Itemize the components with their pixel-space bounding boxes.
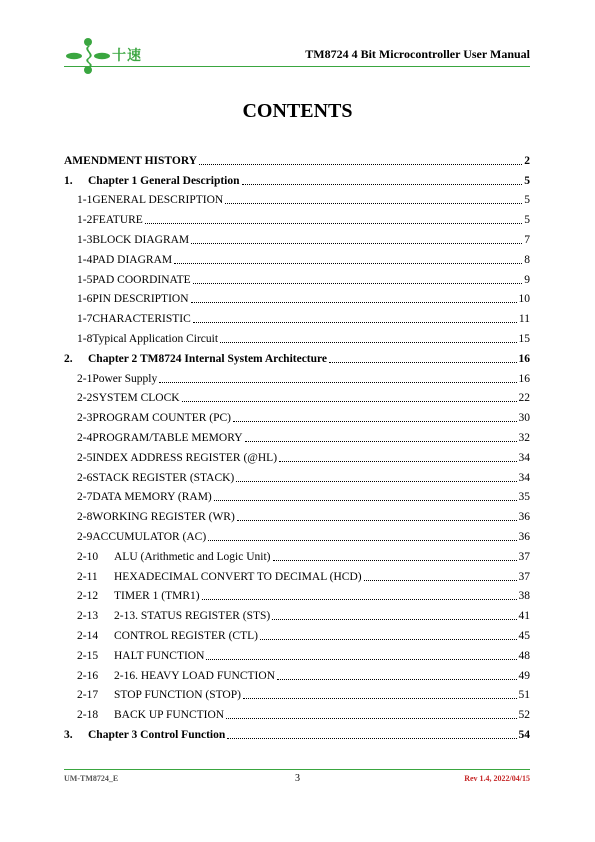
toc-entry-page: 30 <box>518 412 530 425</box>
toc-entry-heading <box>64 669 275 683</box>
toc-entry-title: GENERAL DESCRIPTION <box>92 194 224 207</box>
toc-entry-number: 2-4 <box>77 431 93 444</box>
toc-entry-page: 5 <box>524 214 530 227</box>
footer-divider <box>64 769 530 770</box>
toc-entry-heading <box>64 174 240 188</box>
toc-entry-page: 2 <box>524 154 530 167</box>
toc-entry[interactable] <box>64 445 530 465</box>
toc-entry-title: 2-16. HEAVY LOAD FUNCTION <box>114 669 275 682</box>
toc-entry-title: PROGRAM COUNTER (PC) <box>92 412 232 425</box>
toc-entry-page: 32 <box>518 431 530 444</box>
toc-entry[interactable] <box>64 148 530 168</box>
toc-entry[interactable] <box>64 603 530 623</box>
toc-entry-title: ALU (Arithmetic and Logic Unit) <box>114 550 271 563</box>
toc-leader-dots <box>202 598 517 600</box>
toc-entry[interactable] <box>64 524 530 544</box>
toc-entry-title: STACK REGISTER (STACK) <box>92 471 235 484</box>
toc-entry-page: 49 <box>518 669 530 682</box>
toc-entry-title: 2-13. STATUS REGISTER (STS) <box>114 610 271 623</box>
toc-entry-heading <box>64 431 243 445</box>
toc-entry-page: 5 <box>524 194 530 207</box>
toc-entry-page: 9 <box>524 273 530 286</box>
toc-entry[interactable] <box>64 306 530 326</box>
toc-entry-number: 2-10 <box>77 550 99 563</box>
toc-leader-dots <box>245 440 517 442</box>
toc-entry[interactable] <box>64 386 530 406</box>
toc-entry-page: 34 <box>518 451 530 464</box>
toc-leader-dots <box>260 638 517 640</box>
toc-entry-page: 37 <box>518 550 530 563</box>
toc-entry-page: 41 <box>518 610 530 623</box>
toc-entry-page: 51 <box>518 689 530 702</box>
toc-entry-title: PROGRAM/TABLE MEMORY <box>92 431 243 444</box>
toc-entry-title: FEATURE <box>92 214 143 227</box>
toc-entry-page: 11 <box>518 313 530 326</box>
toc-entry[interactable] <box>64 425 530 445</box>
toc-entry-number: 2-12 <box>77 590 99 603</box>
toc-entry-number: 2. <box>64 352 73 365</box>
toc-entry[interactable] <box>64 207 530 227</box>
toc-leader-dots <box>227 737 516 739</box>
toc-entry-heading <box>64 292 189 306</box>
toc-entry-number: 1-4 <box>77 253 93 266</box>
toc-leader-dots <box>145 222 522 224</box>
toc-entry-number: 2-8 <box>77 511 93 524</box>
toc-entry-heading <box>64 688 241 702</box>
toc-entry-page: 10 <box>518 293 530 306</box>
toc-leader-dots <box>225 202 522 204</box>
toc-entry-title: BLOCK DIAGRAM <box>92 233 190 246</box>
toc-entry-title: BACK UP FUNCTION <box>114 709 225 722</box>
toc-leader-dots <box>233 420 516 422</box>
toc-entry-heading <box>64 273 191 287</box>
toc-leader-dots <box>159 381 516 383</box>
toc-entry[interactable] <box>64 465 530 485</box>
toc-leader-dots <box>277 678 517 680</box>
toc-entry[interactable] <box>64 168 530 188</box>
toc-entry-heading <box>64 372 157 386</box>
toc-entry-heading <box>64 649 204 663</box>
toc-entry-page: 15 <box>518 332 530 345</box>
toc-entry[interactable] <box>64 643 530 663</box>
toc-entry-heading <box>64 154 197 168</box>
toc-entry-page: 36 <box>518 530 530 543</box>
toc-leader-dots <box>193 321 517 323</box>
toc-entry-number: 2-3 <box>77 412 93 425</box>
toc-entry-heading <box>64 352 327 366</box>
toc-entry[interactable] <box>64 702 530 722</box>
toc-entry-page: 5 <box>524 174 530 187</box>
toc-entry[interactable] <box>64 564 530 584</box>
toc-entry-heading <box>64 471 234 485</box>
toc-entry-number: 2-5 <box>77 451 93 464</box>
toc-entry[interactable] <box>64 623 530 643</box>
toc-entry-number: 2-9 <box>77 530 93 543</box>
toc-entry[interactable] <box>64 544 530 564</box>
toc-leader-dots <box>214 499 517 501</box>
toc-entry[interactable] <box>64 247 530 267</box>
toc-entry-number: 1-2 <box>77 214 93 227</box>
toc-leader-dots <box>193 282 523 284</box>
toc-entry-heading <box>64 490 212 504</box>
toc-leader-dots <box>279 460 516 462</box>
toc-leader-dots <box>206 658 516 660</box>
toc-entry[interactable] <box>64 267 530 287</box>
toc-entry-page: 36 <box>518 511 530 524</box>
toc-entry-page: 52 <box>518 709 530 722</box>
toc-entry-number: 2-13 <box>77 610 99 623</box>
toc-entry-heading <box>64 193 223 207</box>
page-header <box>64 32 530 66</box>
table-of-contents <box>64 148 530 742</box>
toc-entry-heading <box>64 629 258 643</box>
toc-entry[interactable] <box>64 722 530 742</box>
toc-leader-dots <box>364 579 517 581</box>
toc-entry[interactable] <box>64 504 530 524</box>
toc-leader-dots <box>236 480 516 482</box>
toc-entry-page: 22 <box>518 392 530 405</box>
footer-page-number: 3 <box>295 773 300 784</box>
toc-entry-heading <box>64 312 191 326</box>
toc-entry[interactable] <box>64 346 530 366</box>
toc-entry-page: 45 <box>518 629 530 642</box>
toc-entry-heading <box>64 411 231 425</box>
toc-entry-number: 3. <box>64 728 73 741</box>
toc-entry-page: 16 <box>518 372 530 385</box>
document-title: TM8724 4 Bit Microcontroller User Manual <box>305 47 530 61</box>
toc-entry-heading <box>64 253 172 267</box>
toc-entry-heading <box>64 510 235 524</box>
toc-entry-number: 2-7 <box>77 491 93 504</box>
toc-entry-page: 48 <box>518 649 530 662</box>
toc-entry-heading <box>64 728 225 742</box>
toc-leader-dots <box>174 262 522 264</box>
footer-revision: Rev 1.4, 2022/04/15 <box>464 774 530 783</box>
toc-entry-number: 1-3 <box>77 233 93 246</box>
logo-text: 十速 <box>112 48 142 64</box>
toc-leader-dots <box>237 519 517 521</box>
toc-leader-dots <box>329 361 516 363</box>
toc-entry-heading <box>64 589 200 603</box>
toc-entry[interactable] <box>64 663 530 683</box>
toc-entry-number: 2-17 <box>77 689 99 702</box>
toc-entry-number: 2-18 <box>77 709 99 722</box>
toc-entry-title: PAD COORDINATE <box>92 273 191 286</box>
toc-entry-heading <box>64 332 218 346</box>
toc-entry-page: 38 <box>518 590 530 603</box>
toc-leader-dots <box>272 618 516 620</box>
page-title: CONTENTS <box>242 100 353 122</box>
toc-entry-page: 34 <box>518 471 530 484</box>
toc-entry-number: 1-7 <box>77 313 93 326</box>
toc-entry-title: ACCUMULATOR (AC) <box>92 530 207 543</box>
toc-entry[interactable] <box>64 683 530 703</box>
toc-entry-heading <box>64 213 143 227</box>
toc-leader-dots <box>208 539 516 541</box>
company-logo <box>66 34 156 74</box>
toc-entry-number: 2-1 <box>77 372 93 385</box>
footer-document-id: UM-TM8724_E <box>64 774 119 783</box>
toc-entry-heading <box>64 233 189 247</box>
toc-entry-number: 1-5 <box>77 273 93 286</box>
toc-entry[interactable] <box>64 326 530 346</box>
toc-entry[interactable] <box>64 188 530 208</box>
toc-entry-title: Typical Application Circuit <box>92 332 219 345</box>
toc-entry-number: 1. <box>64 174 73 187</box>
toc-entry-number: 2-11 <box>77 570 98 583</box>
toc-entry-title: CONTROL REGISTER (CTL) <box>114 629 258 642</box>
toc-entry-title: Chapter 2 TM8724 Internal System Architecture <box>88 352 328 365</box>
toc-leader-dots <box>191 301 517 303</box>
toc-entry-page: 8 <box>524 253 530 266</box>
toc-entry-title: WORKING REGISTER (WR) <box>92 511 235 524</box>
toc-entry-number: 1-8 <box>77 332 93 345</box>
toc-entry-title: INDEX ADDRESS REGISTER (@HL) <box>92 451 278 464</box>
toc-entry-page: 35 <box>518 491 530 504</box>
toc-entry-heading <box>64 570 362 584</box>
toc-leader-dots <box>220 341 516 343</box>
toc-entry-heading <box>64 609 270 623</box>
toc-entry-title: CHARACTERISTIC <box>92 313 191 326</box>
toc-leader-dots <box>226 717 516 719</box>
header-divider <box>64 66 530 67</box>
toc-entry-page: 16 <box>518 352 530 365</box>
toc-entry-title: SYSTEM CLOCK <box>92 392 180 405</box>
toc-entry-number: 2-14 <box>77 629 99 642</box>
toc-entry-number: 2-6 <box>77 471 93 484</box>
toc-entry-page: 37 <box>518 570 530 583</box>
toc-entry[interactable] <box>64 227 530 247</box>
toc-entry-title: PIN DESCRIPTION <box>92 293 189 306</box>
toc-entry-title: Power Supply <box>92 372 158 385</box>
toc-entry-title: STOP FUNCTION (STOP) <box>114 689 241 702</box>
toc-entry-number: 1-1 <box>77 194 93 207</box>
toc-entry-title: AMENDMENT HISTORY <box>64 154 198 167</box>
toc-entry-title: HALT FUNCTION <box>114 649 205 662</box>
toc-entry-heading <box>64 550 271 564</box>
toc-entry-title: PAD DIAGRAM <box>92 253 173 266</box>
toc-entry-title: HEXADECIMAL CONVERT TO DECIMAL (HCD) <box>114 570 362 583</box>
toc-leader-dots <box>199 163 522 165</box>
toc-entry-number: 2-15 <box>77 649 99 662</box>
toc-entry-heading <box>64 708 224 722</box>
toc-entry[interactable] <box>64 405 530 425</box>
toc-entry-number: 1-6 <box>77 293 93 306</box>
toc-entry[interactable] <box>64 485 530 505</box>
toc-entry-title: Chapter 3 Control Function <box>88 728 226 741</box>
toc-entry-heading <box>64 391 180 405</box>
toc-entry[interactable] <box>64 366 530 386</box>
toc-entry[interactable] <box>64 584 530 604</box>
toc-entry-title: TIMER 1 (TMR1) <box>114 590 200 603</box>
toc-entry-page: 7 <box>524 233 530 246</box>
toc-entry-title: Chapter 1 General Description <box>88 174 240 187</box>
toc-leader-dots <box>273 559 517 561</box>
toc-leader-dots <box>242 183 523 185</box>
toc-leader-dots <box>191 242 522 244</box>
toc-leader-dots <box>243 697 517 699</box>
toc-entry-heading <box>64 451 277 465</box>
toc-leader-dots <box>182 400 517 402</box>
toc-entry-page: 54 <box>518 728 530 741</box>
toc-entry-number: 2-16 <box>77 669 99 682</box>
toc-entry[interactable] <box>64 287 530 307</box>
toc-entry-number: 2-2 <box>77 392 93 405</box>
toc-entry-title: DATA MEMORY (RAM) <box>92 491 212 504</box>
toc-entry-heading <box>64 530 206 544</box>
